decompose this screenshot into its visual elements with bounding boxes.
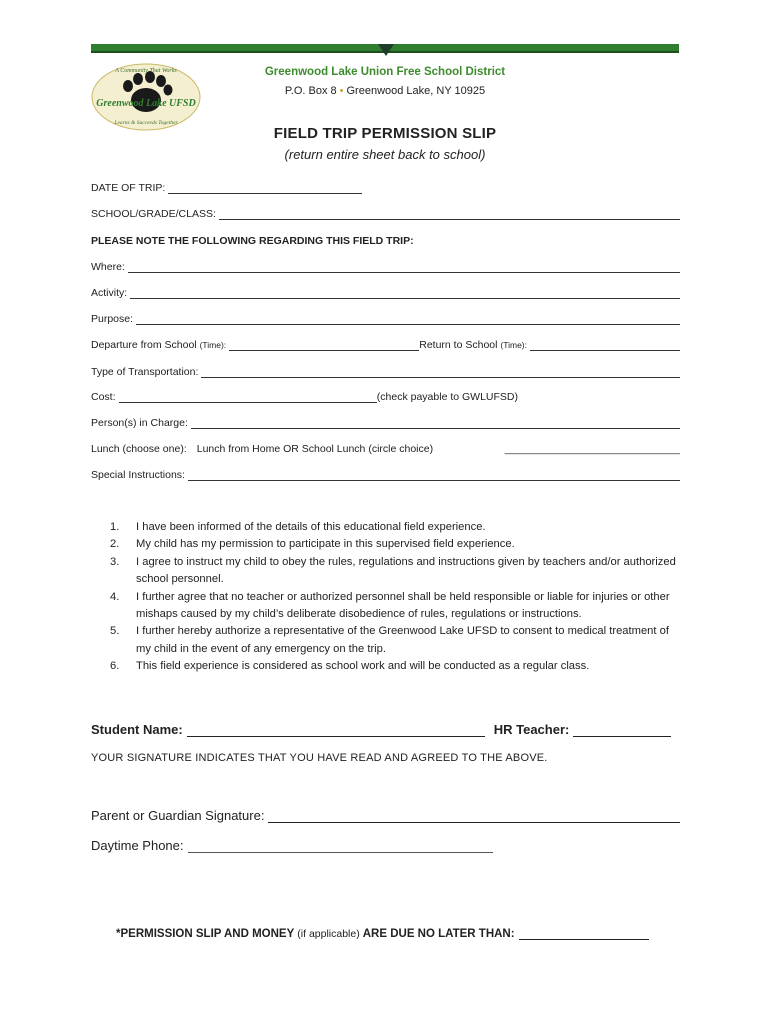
district-logo [90, 62, 202, 132]
where-field[interactable] [128, 261, 680, 273]
form-subtitle: (return entire sheet back to school) [284, 147, 486, 162]
logo-text-top: A Community That Works [115, 68, 177, 74]
persons-in-charge-label: Person(s) in Charge: [91, 417, 188, 429]
agreement-text: I further agree that no teacher or authorized personnel shall be held responsible or liable for injuries or other mishaps caused by my child’s deliberate disobedience of rules, regulations or instructions. [136, 590, 670, 621]
signature-note: YOUR SIGNATURE INDICATES THAT YOU HAVE READ AND AGREED TO THE ABOVE. [91, 752, 548, 764]
cost-field[interactable] [119, 391, 377, 403]
lunch-label: Lunch (choose one): [91, 443, 187, 455]
parent-signature-field[interactable] [268, 809, 680, 823]
school-grade-label: SCHOOL/GRADE/CLASS: [91, 208, 216, 220]
date-of-trip-label: DATE OF TRIP: [91, 182, 166, 194]
agreement-text: My child has my permission to participate in this supervised field experience. [136, 538, 515, 551]
note-heading [91, 233, 680, 247]
header-marker-icon [378, 44, 394, 56]
student-name-field[interactable] [187, 723, 485, 737]
date-of-trip-field[interactable] [168, 182, 362, 194]
where-label: Where: [91, 261, 125, 273]
return-time-label: (Time): [500, 340, 527, 350]
where-row [91, 259, 680, 273]
student-teacher-row [91, 722, 691, 737]
persons-in-charge-field[interactable] [191, 417, 680, 429]
return-time-field[interactable] [530, 339, 680, 351]
district-address [200, 85, 570, 97]
special-instructions-field[interactable] [188, 469, 680, 481]
return-label-text: Return to School [419, 339, 498, 351]
district-name: Greenwood Lake Union Free School District [264, 66, 506, 78]
list-item: 1. I have been informed of the details of this educational field experience. [110, 519, 680, 536]
agreement-list [110, 519, 680, 676]
activity-row [91, 285, 680, 299]
list-item: 3. I agree to instruct my child to obey the rules, regulations and instructions given by teachers and/or authorized school personnel. [110, 554, 680, 589]
date-of-trip-row [91, 180, 362, 194]
purpose-label: Purpose: [91, 313, 134, 325]
transportation-label: Type of Transportation: [91, 366, 199, 378]
return-label [419, 339, 530, 351]
cost-label: Cost: [91, 391, 116, 403]
daytime-phone-row [91, 838, 493, 853]
lunch-choice-field[interactable]: ______________________________ [504, 443, 680, 455]
agreement-text: I further hereby authorize a representative of the Greenwood Lake UFSD to consent to medical treatment of my child in the event of any emergency on the trip. [136, 625, 669, 655]
cost-note: (check payable to GWLUFSD) [376, 391, 518, 403]
departure-time-label: (Time): [199, 340, 227, 350]
form-title: FIELD TRIP PERMISSION SLIP [273, 125, 497, 142]
address-city: Greenwood Lake, NY 10925 [346, 85, 486, 97]
lunch-row [91, 441, 680, 455]
logo-text-middle: Greenwood Lake UFSD [96, 98, 196, 109]
departure-label [91, 339, 229, 351]
agreement-text: I have been informed of the details of this educational field experience. [136, 521, 486, 533]
list-item: 2. My child has my permission to participate in this supervised field experience. [110, 536, 680, 553]
activity-label: Activity: [91, 287, 128, 299]
persons-in-charge-row [91, 415, 680, 429]
hr-teacher-field[interactable] [573, 723, 671, 737]
note-heading-label: PLEASE NOTE THE FOLLOWING REGARDING THIS FIELD TRIP: [91, 235, 414, 247]
parent-signature-row [91, 808, 680, 823]
due-notice-part2: (if applicable) [297, 928, 360, 940]
hr-teacher-label: HR Teacher: [493, 722, 570, 737]
student-name-label: Student Name: [91, 722, 183, 737]
parent-signature-label: Parent or Guardian Signature: [91, 808, 265, 823]
due-notice-part3: ARE DUE NO LATER THAN: [362, 928, 515, 940]
due-notice-part1: *PERMISSION SLIP AND MONEY [116, 928, 295, 940]
departure-return-row [91, 337, 680, 351]
special-instructions-label: Special Instructions: [91, 469, 185, 481]
list-item: 5. I further hereby authorize a representative of the Greenwood Lake UFSD to consent to medical treatment of my child in the event of any emergency on the trip. [110, 623, 680, 658]
special-instructions-row [91, 467, 680, 481]
transportation-field[interactable] [201, 366, 680, 378]
departure-time-field[interactable] [229, 339, 419, 351]
due-date-row [116, 927, 649, 940]
address-separator: • [339, 85, 344, 97]
cost-row [91, 389, 521, 403]
agreement-text: This field experience is considered as school work and will be conducted as a regular class. [136, 660, 590, 673]
list-item: 4. I further agree that no teacher or authorized personnel shall be held responsible or liable for injuries or other mishaps caused by my child’s deliberate disobedience of rules, regulations or instructions. [110, 589, 680, 624]
transportation-row [91, 364, 680, 378]
purpose-row [91, 311, 680, 325]
school-grade-row [91, 206, 680, 220]
school-grade-field[interactable] [219, 208, 680, 220]
list-item: 6. This field experience is considered as school work and will be conducted as a regular class. [110, 658, 680, 675]
daytime-phone-label: Daytime Phone: [91, 838, 184, 853]
daytime-phone-field[interactable] [188, 839, 493, 853]
lunch-options[interactable]: Lunch from Home OR School Lunch (circle choice) [196, 443, 434, 455]
agreement-text: I agree to instruct my child to obey the rules, regulations and instructions given by teachers and/or authorized school personnel. [136, 555, 676, 586]
logo-text-bottom: Learns & Succeeds Together [114, 120, 178, 126]
purpose-field[interactable] [136, 313, 680, 325]
address-po-box: P.O. Box 8 [284, 85, 337, 97]
due-date-field[interactable] [519, 927, 649, 940]
departure-label-text: Departure from School [91, 339, 197, 351]
activity-field[interactable] [130, 287, 680, 299]
